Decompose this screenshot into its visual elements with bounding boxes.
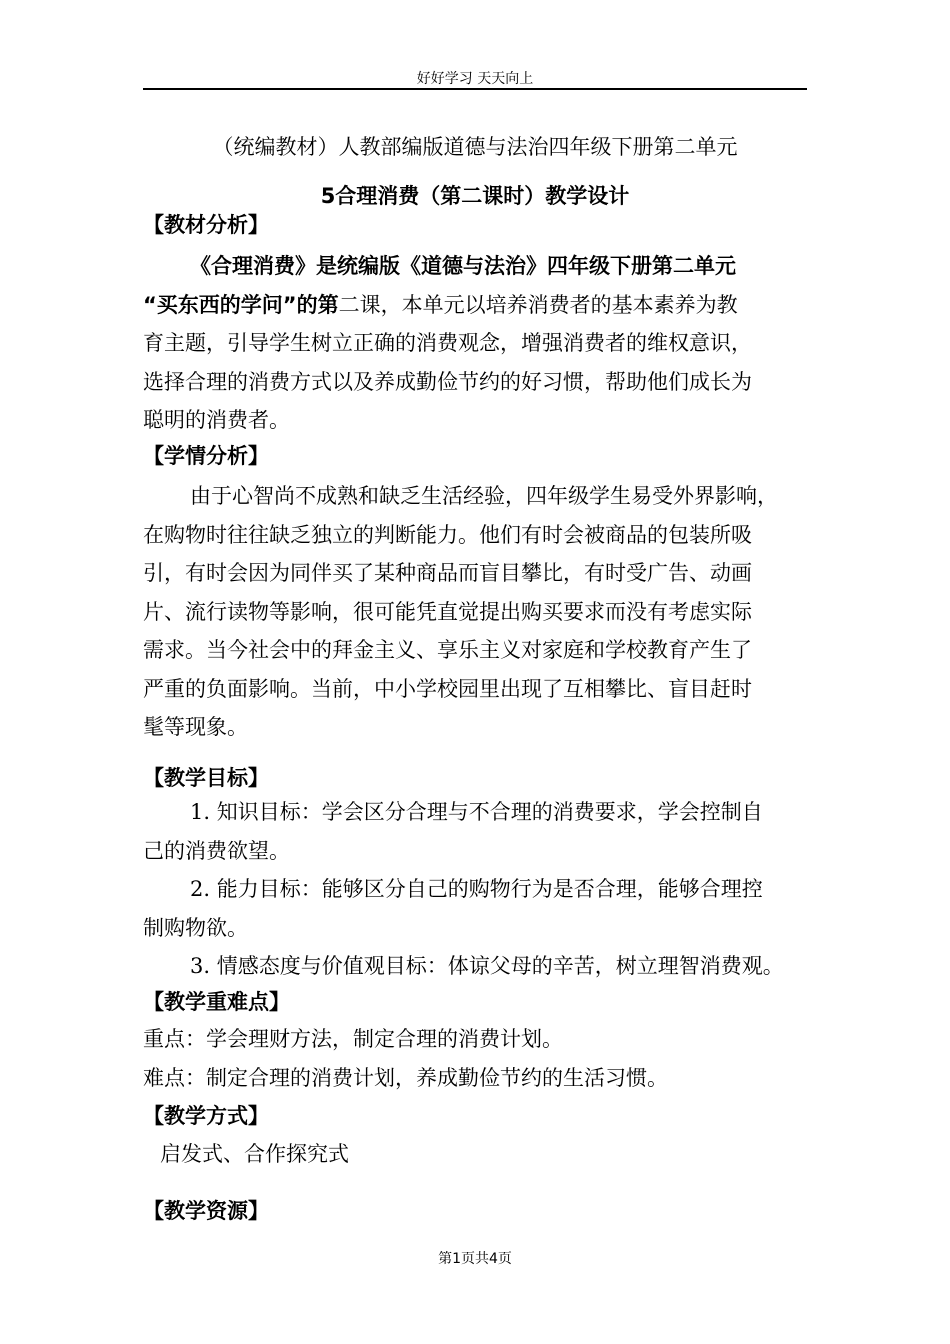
text-line: 在购物时往往缺乏独立的判断能力。他们有时会被商品的包装所吸 xyxy=(143,522,752,547)
text-line: 己的消费欲望。 xyxy=(143,838,290,863)
text-line: 《合理消费》是统编版《道德与法治》四年级下册第二单元 xyxy=(190,254,736,278)
heading-key-points: 【教学重难点】 xyxy=(143,990,290,1014)
text-line: 片、流行读物等影响，很可能凭直觉提出购买要求而没有考虑实际 xyxy=(143,599,752,624)
heading-teaching-methods: 【教学方式】 xyxy=(143,1104,269,1128)
text-line: 选择合理的消费方式以及养成勤俭节约的好习惯，帮助他们成长为 xyxy=(143,369,752,394)
text-line: 严重的负面影响。当前，中小学校园里出现了互相攀比、盲目赶时 xyxy=(143,676,752,701)
text-line: 3. 情感态度与价值观目标：体谅父母的辛苦，树立理智消费观。 xyxy=(190,954,784,978)
header-divider xyxy=(143,88,807,90)
text-line: 育主题，引导学生树立正确的消费观念，增强消费者的维权意识， xyxy=(143,331,752,355)
document-subtitle: 5合理消费（第二课时）教学设计 xyxy=(320,184,630,208)
text-line: “买东西的学问”的第二课，本单元以培养消费者的基本素养为教 xyxy=(143,292,738,317)
paragraph-material-analysis xyxy=(143,247,813,440)
text-line: 髦等现象。 xyxy=(143,715,248,739)
page-header: 好好学习 天天向上 xyxy=(416,71,534,87)
text-line: 需求。当今社会中的拜金主义、享乐主义对家庭和学校教育产生了 xyxy=(143,638,752,662)
heading-student-analysis: 【学情分析】 xyxy=(143,444,269,468)
teaching-methods-text: 启发式、合作探究式 xyxy=(160,1142,349,1166)
paragraph-teaching-goals xyxy=(143,793,813,986)
text-line: 引，有时会因为同伴买了某种商品而盲目攀比，有时受广告、动画 xyxy=(143,561,752,585)
text-line: 由于心智尚不成熟和缺乏生活经验，四年级学生易受外界影响， xyxy=(190,484,778,508)
text-line: 2. 能力目标：能够区分自己的购物行为是否合理，能够合理控 xyxy=(190,877,763,901)
key-point-text: 重点：学会理财方法，制定合理的消费计划。 xyxy=(143,1027,563,1051)
text-line: 1. 知识目标：学会区分合理与不合理的消费要求，学会控制自 xyxy=(190,800,763,824)
page-footer: 第1页共4页 xyxy=(438,1251,512,1267)
heading-teaching-goals: 【教学目标】 xyxy=(143,766,269,790)
paragraph-student-analysis xyxy=(143,477,813,747)
heading-material-analysis: 【教材分析】 xyxy=(143,213,269,237)
heading-teaching-resources: 【教学资源】 xyxy=(143,1199,269,1223)
document-title: （统编教材）人教部编版道德与法治四年级下册第二单元 xyxy=(212,135,738,159)
difficulty-text: 难点：制定合理的消费计划，养成勤俭节约的生活习惯。 xyxy=(143,1066,668,1090)
text-line: 聪明的消费者。 xyxy=(143,408,290,432)
text-line: 制购物欲。 xyxy=(143,915,248,940)
